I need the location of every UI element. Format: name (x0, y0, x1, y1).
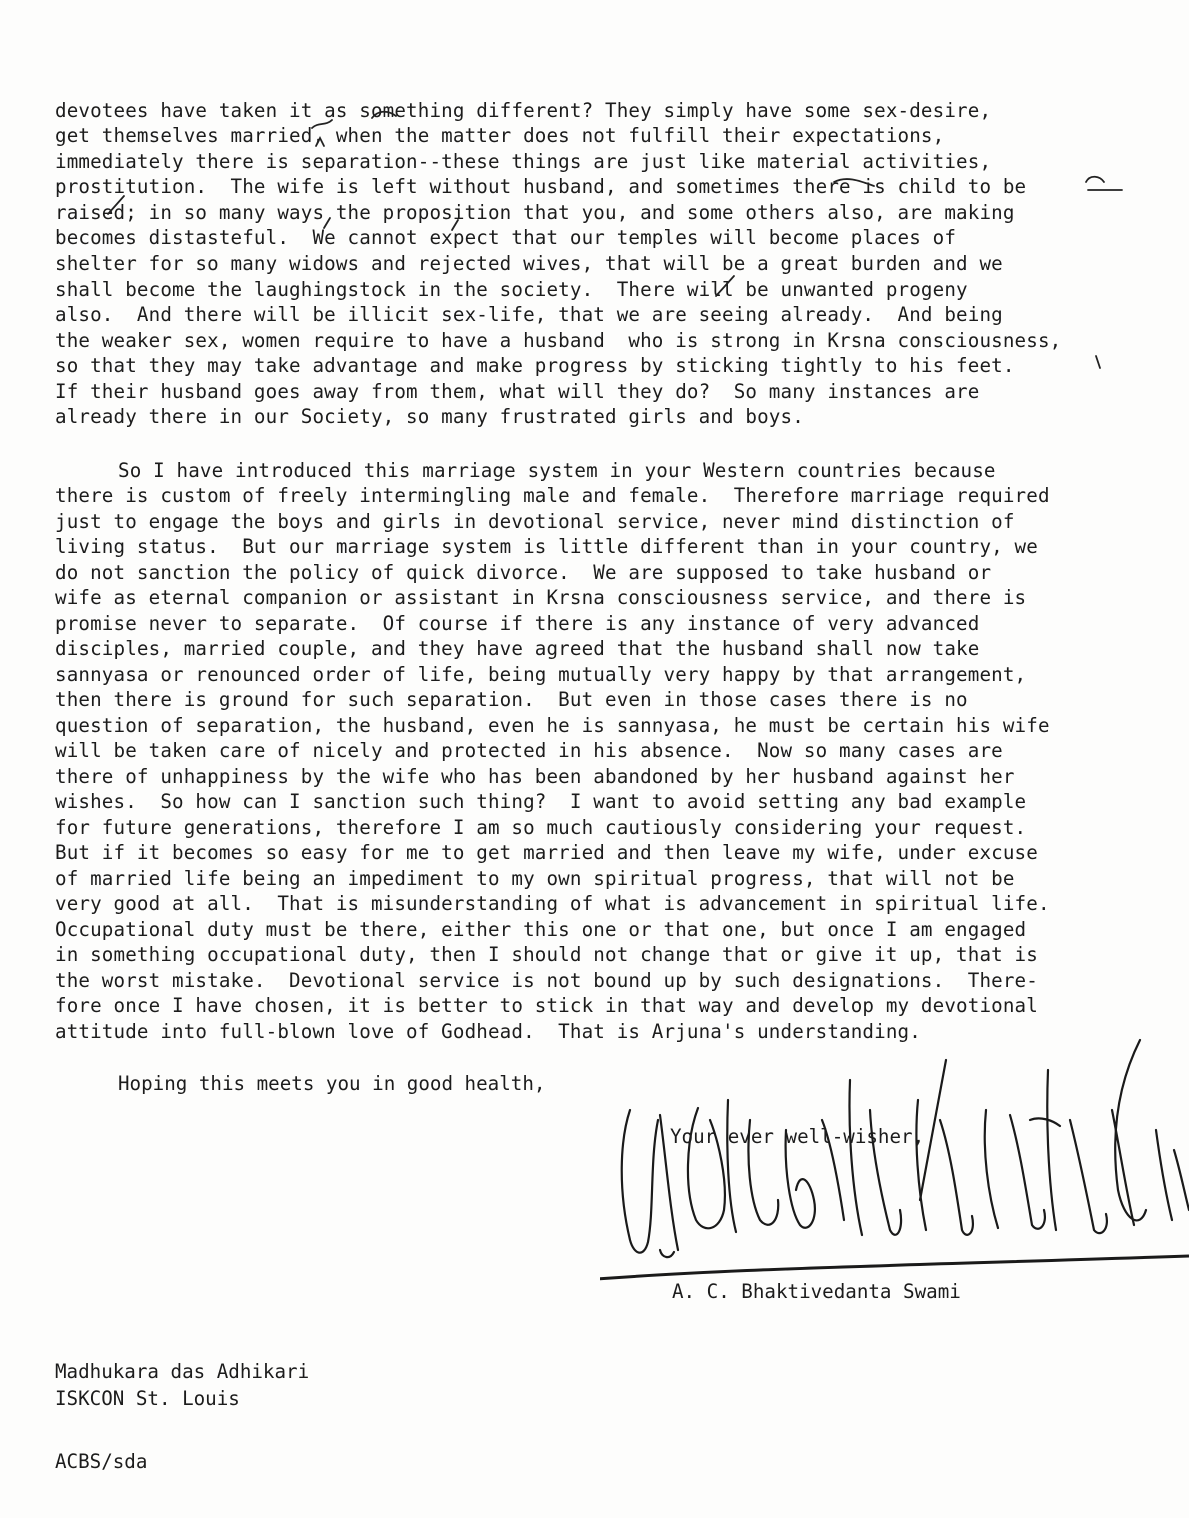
text-line: wishes. So how can I sanction such thing? I want to avoid setting any bad example (55, 790, 1027, 813)
text-line: so that they may take advantage and make progress by sticking tightly to his feet. (55, 354, 1015, 377)
text-line: then there is ground for such separation. But even in those cases there is no (55, 688, 968, 711)
text-line: wife as eternal companion or assistant in Krsna consciousness service, and there is (55, 586, 1027, 609)
text-line: promise never to separate. Of course if there is any instance of very advanced (55, 612, 980, 635)
valediction: Your ever well-wisher, (670, 1125, 925, 1148)
text-line: also. And there will be illicit sex-life, that we are seeing already. And being (55, 303, 1003, 326)
text-line: attitude into full-blown love of Godhead. That is Arjuna's understanding. (55, 1020, 921, 1043)
text-line: raised; in so many ways the proposition that you, and some others also, are making (55, 201, 1015, 224)
recipient-location: ISKCON St. Louis (55, 1387, 240, 1410)
text-line: the weaker sex, women require to have a husband who is strong in Krsna consciousness, (55, 329, 1062, 352)
text-line: prostitution. The wife is left without husband, and sometimes there is child to be (55, 175, 1027, 198)
text-line: there is custom of freely intermingling male and female. Therefore marriage required (55, 484, 1050, 507)
text-line: already there in our Society, so many frustrated girls and boys. (55, 405, 804, 428)
text-line: becomes distasteful. We cannot expect that our temples will become places of (55, 226, 957, 249)
text-line: there of unhappiness by the wife who has been abandoned by her husband against her (55, 765, 1015, 788)
recipient-name: Madhukara das Adhikari (55, 1360, 310, 1383)
text-line: for future generations, therefore I am so much cautiously considering your request. (55, 816, 1027, 839)
reference-initials: ACBS/sda (55, 1450, 148, 1473)
text-line: fore once I have chosen, it is better to stick in that way and develop my devotional (55, 994, 1038, 1017)
closing-line: Hoping this meets you in good health, (118, 1072, 546, 1095)
text-line: So I have introduced this marriage system in your Western countries because (118, 459, 996, 482)
text-line: just to engage the boys and girls in devotional service, never mind distinction of (55, 510, 1015, 533)
text-line: do not sanction the policy of quick divorce. We are supposed to take husband or (55, 561, 992, 584)
text-line: shall become the laughingstock in the society. There will be unwanted progeny (55, 278, 968, 301)
text-line: get themselves married, when the matter does not fulfill their expectations, (55, 124, 945, 147)
text-line: living status. But our marriage system is little different than in your country, we (55, 535, 1038, 558)
text-line: devotees have taken it as something different? They simply have some sex-desire, (55, 99, 992, 122)
text-line: But if it becomes so easy for me to get married and then leave my wife, under excuse (55, 841, 1038, 864)
text-line: immediately there is separation--these things are just like material activities, (55, 150, 992, 173)
handwritten-signature (600, 1020, 1189, 1320)
text-line: disciples, married couple, and they have agreed that the husband shall now take (55, 637, 980, 660)
text-line: sannyasa or renounced order of life, being mutually very happy by that arrangement, (55, 663, 1027, 686)
text-line: Occupational duty must be there, either this one or that one, but once I am engaged (55, 918, 1027, 941)
text-line: If their husband goes away from them, what will they do? So many instances are (55, 380, 980, 403)
text-line: shelter for so many widows and rejected wives, that will be a great burden and we (55, 252, 1003, 275)
text-line: in something occupational duty, then I should not change that or give it up, that is (55, 943, 1038, 966)
signature-name: A. C. Bhaktivedanta Swami (672, 1280, 961, 1303)
text-line: of married life being an impediment to my own spiritual progress, that will not be (55, 867, 1015, 890)
text-line: question of separation, the husband, even he is sannyasa, he must be certain his wife (55, 714, 1050, 737)
text-line: will be taken care of nicely and protected in his absence. Now so many cases are (55, 739, 1003, 762)
text-line: the worst mistake. Devotional service is not bound up by such designations. There- (55, 969, 1038, 992)
text-line: very good at all. That is misunderstanding of what is advancement in spiritual life. (55, 892, 1050, 915)
